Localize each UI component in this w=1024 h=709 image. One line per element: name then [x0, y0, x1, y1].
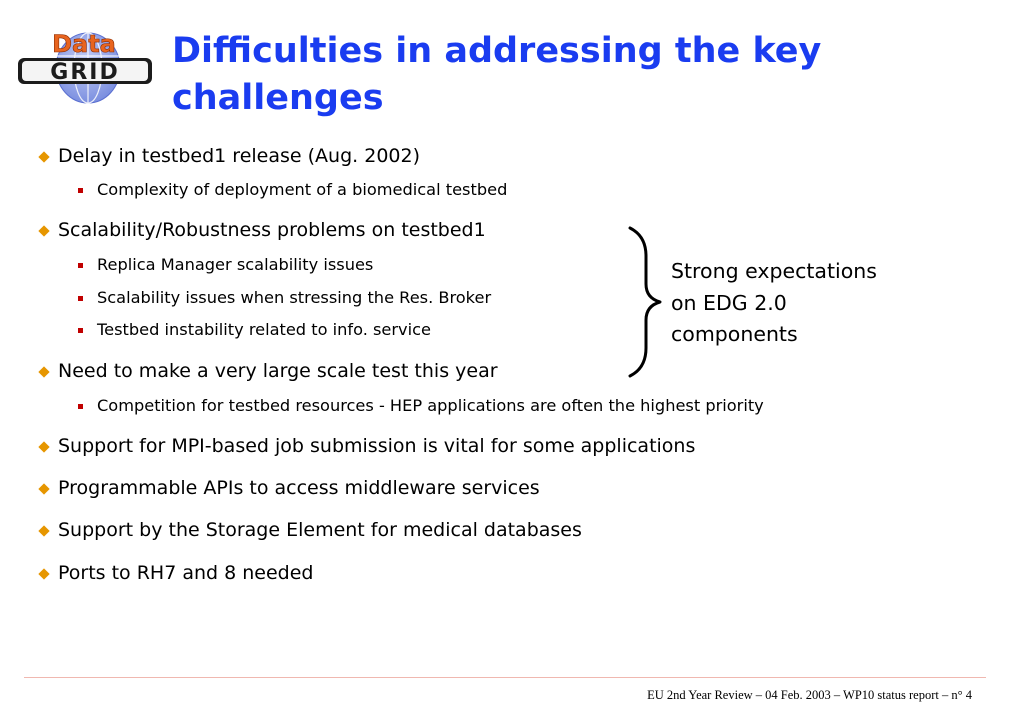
- logo-data-text: Data: [52, 30, 116, 58]
- square-bullet-icon: [78, 188, 83, 193]
- square-bullet-icon: [78, 328, 83, 333]
- list-item: [78, 396, 764, 415]
- slide-title-line-2: challenges: [172, 78, 384, 118]
- list-item-text: Scalability issues when stressing the Res. Broker: [97, 288, 492, 307]
- callout-line-3: components: [671, 322, 798, 346]
- list-item: [40, 145, 420, 167]
- diamond-bullet-icon: [38, 366, 49, 377]
- diamond-bullet-icon: [38, 483, 49, 494]
- right-curly-brace-icon: [626, 226, 666, 378]
- list-item: [40, 435, 695, 457]
- list-item-text: Testbed instability related to info. service: [97, 320, 431, 339]
- list-item-text: Ports to RH7 and 8 needed: [58, 562, 314, 584]
- list-item: [78, 320, 431, 339]
- diamond-bullet-icon: [38, 441, 49, 452]
- list-item: [78, 288, 491, 307]
- logo-grid-text: GRID: [50, 60, 120, 85]
- list-item-text: Competition for testbed resources - HEP applications are often the highest priority: [97, 396, 764, 415]
- footer-text: EU 2nd Year Review – 04 Feb. 2003 – WP10 status report – n° 4: [647, 688, 972, 702]
- list-item-text: Scalability/Robustness problems on testbed1: [58, 219, 486, 241]
- list-item: [78, 255, 373, 274]
- square-bullet-icon: [78, 404, 83, 409]
- diamond-bullet-icon: [38, 225, 49, 236]
- callout-line-2: on EDG 2.0: [671, 290, 787, 315]
- slide-title-line-1: Difficulties in addressing the key: [172, 31, 822, 71]
- list-item-text: Delay in testbed1 release (Aug. 2002): [58, 145, 420, 167]
- list-item-text: Support by the Storage Element for medical databases: [58, 519, 582, 541]
- list-item: [40, 519, 582, 541]
- list-item-text: Complexity of deployment of a biomedical testbed: [97, 180, 508, 199]
- list-item: [40, 477, 540, 499]
- diamond-bullet-icon: [38, 151, 49, 162]
- callout-line-1: Strong expectations: [671, 259, 877, 283]
- diamond-bullet-icon: [38, 568, 49, 579]
- list-item: [40, 360, 498, 382]
- list-item: [40, 219, 486, 241]
- square-bullet-icon: [78, 296, 83, 301]
- footer-divider: [24, 677, 986, 678]
- expectations-callout: [671, 256, 971, 351]
- list-item-text: Need to make a very large scale test this year: [58, 360, 498, 382]
- square-bullet-icon: [78, 263, 83, 268]
- list-item: [78, 180, 507, 199]
- list-item-text: Support for MPI-based job submission is vital for some applications: [58, 435, 696, 457]
- list-item-text: Replica Manager scalability issues: [97, 255, 374, 274]
- list-item-text: Programmable APIs to access middleware services: [58, 477, 540, 499]
- diamond-bullet-icon: [38, 525, 49, 536]
- list-item: [40, 562, 313, 584]
